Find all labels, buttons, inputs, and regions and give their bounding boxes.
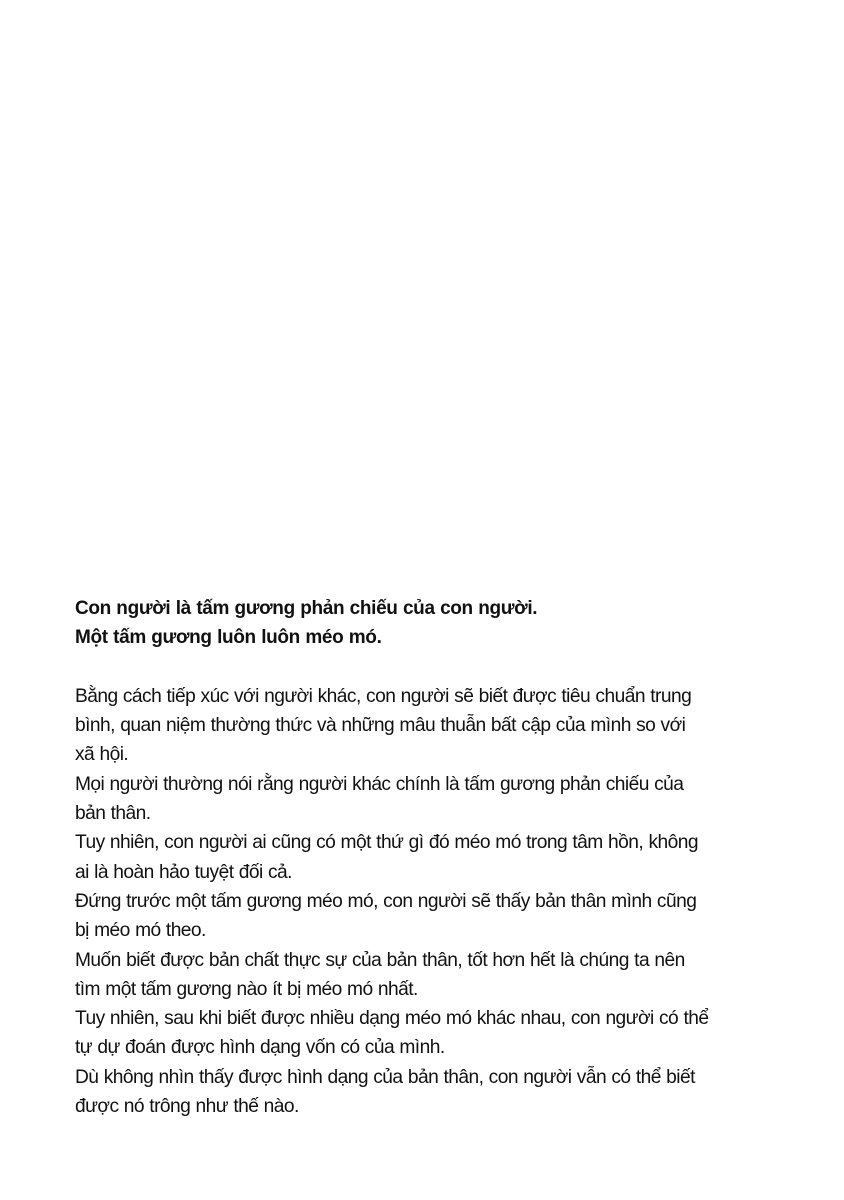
body-line: Mọi người thường nói rằng người khác chính là tấm gương phản chiếu của	[75, 773, 684, 795]
body-line: được nó trông như thế nào.	[75, 1096, 299, 1118]
body-line: bình, quan niệm thường thức và những mâu thuẫn bất cập của mình so với	[75, 715, 686, 737]
body-line: Đứng trước một tấm gương méo mó, con người sẽ thấy bản thân mình cũng	[75, 890, 697, 912]
body-line: ai là hoàn hảo tuyệt đối cả.	[75, 861, 292, 883]
body-line: tự dự đoán được hình dạng vốn có của mình.	[75, 1037, 445, 1059]
body-line: Muốn biết được bản chất thực sự của bản thân, tốt hơn hết là chúng ta nên	[75, 949, 685, 971]
body-line: Bằng cách tiếp xúc với người khác, con người sẽ biết được tiêu chuẩn trung	[75, 685, 692, 707]
body-line: xã hội.	[75, 744, 129, 766]
body-line: Dù không nhìn thấy được hình dạng của bản thân, con người vẫn có thể biết	[75, 1066, 695, 1088]
body-line: tìm một tấm gương nào ít bị méo mó nhất.	[75, 978, 418, 1000]
text-block	[75, 594, 795, 1121]
body-line: Tuy nhiên, sau khi biết được nhiều dạng méo mó khác nhau, con người có thể	[75, 1008, 709, 1030]
heading-line: Con người là tấm gương phản chiếu của con người.	[75, 598, 538, 619]
body-line: Tuy nhiên, con người ai cũng có một thứ gì đó méo mó trong tâm hồn, không	[75, 832, 698, 854]
heading	[75, 594, 795, 653]
paragraph-spacer	[75, 653, 795, 682]
heading-line: Một tấm gương luôn luôn méo mó.	[75, 627, 382, 649]
body-line: bản thân.	[75, 803, 151, 825]
body-paragraph	[75, 682, 795, 1121]
body-line: bị méo mó theo.	[75, 920, 206, 942]
